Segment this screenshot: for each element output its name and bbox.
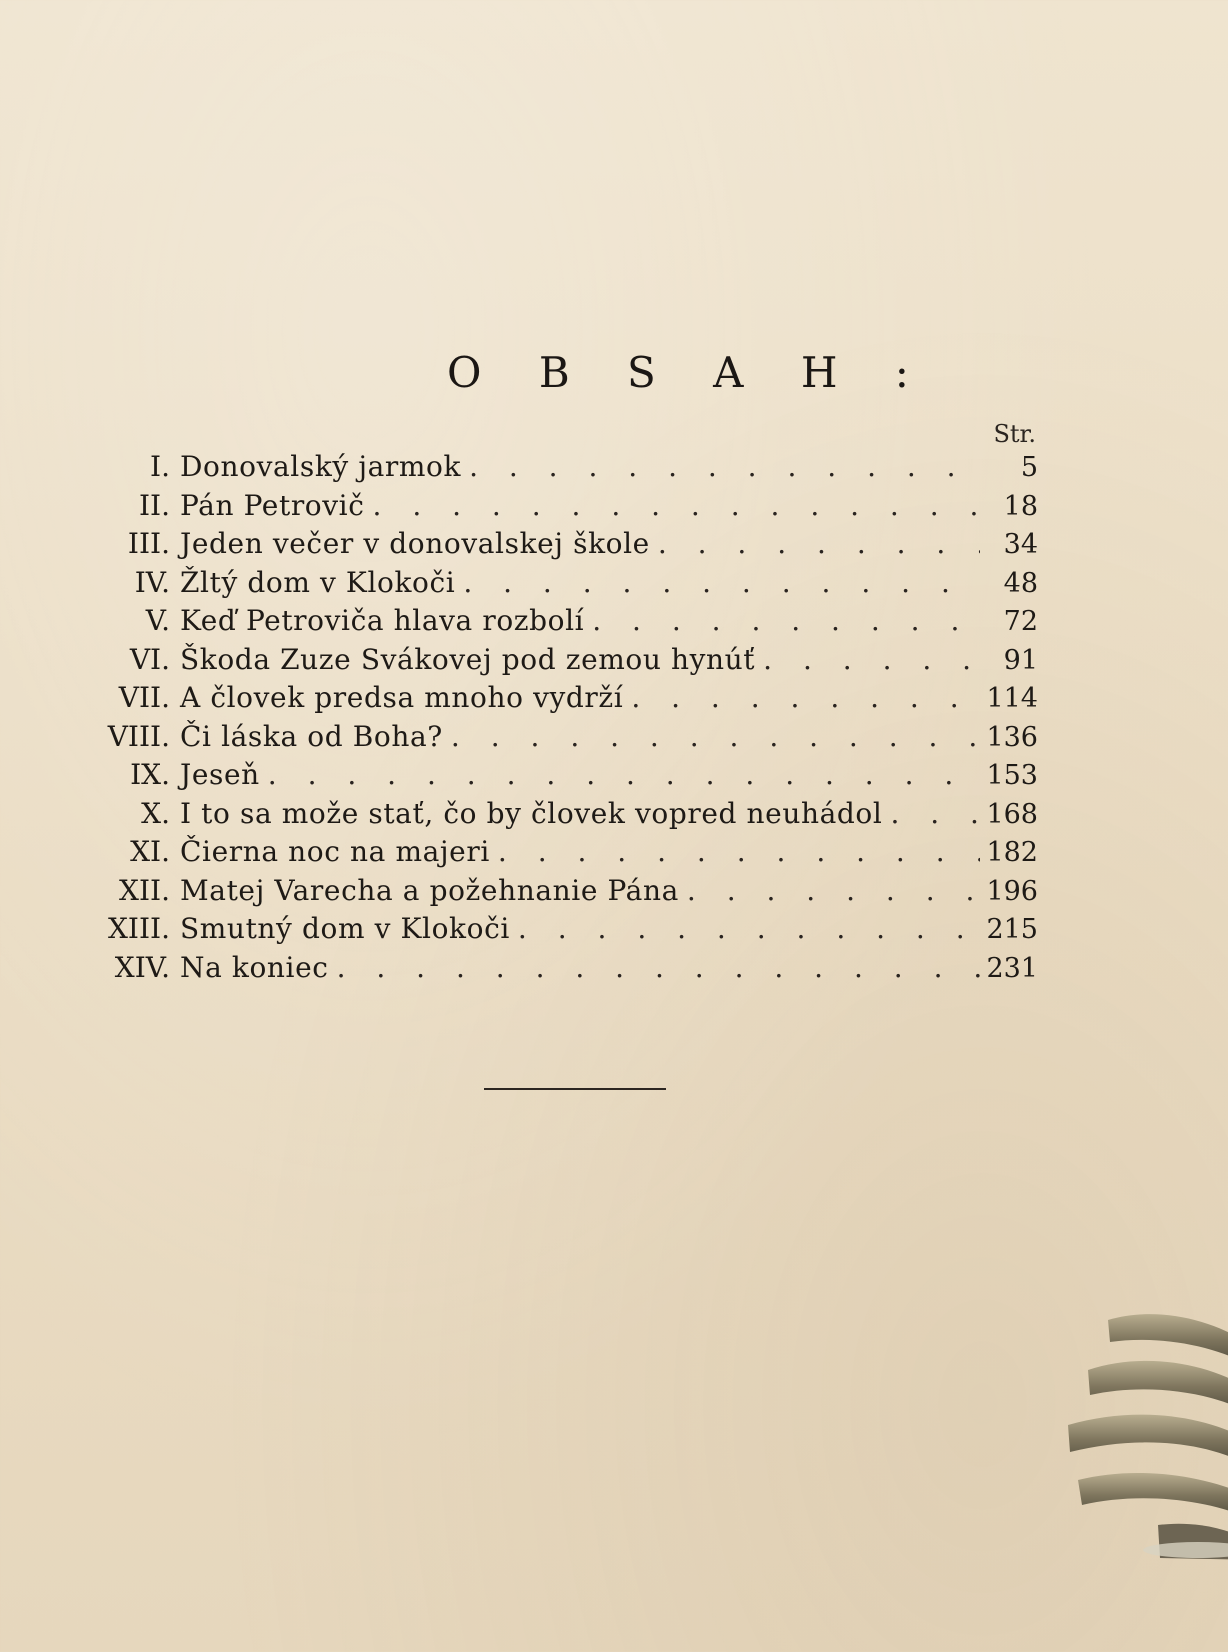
dot-leader [469, 450, 980, 483]
chapter-number: XII. [119, 873, 170, 907]
dot-leader [463, 566, 980, 599]
toc-entry-11 [100, 835, 1038, 874]
chapter-page: 91 [1003, 644, 1038, 676]
closing-rule [484, 1088, 666, 1090]
chapter-title: Smutný dom v Klokoči [180, 912, 510, 945]
chapter-page: 72 [1003, 606, 1038, 637]
toc-entry-14 [100, 951, 1038, 990]
chapter-number: I. [150, 450, 170, 483]
toc-entry-9 [100, 758, 1038, 797]
chapter-title: Na koniec [180, 950, 329, 984]
toc-entry-8 [100, 720, 1038, 759]
chapter-page: 231 [986, 952, 1038, 984]
chapter-title: Pán Petrovič [180, 488, 365, 522]
chapter-page: 182 [986, 837, 1038, 868]
chapter-title: Žltý dom v Klokoči [180, 565, 456, 599]
dot-leader [451, 720, 980, 753]
chapter-title: Jeden večer v donovalskej škole [180, 527, 650, 560]
chapter-number: XIV. [114, 950, 170, 984]
chapter-title: Škoda Zuze Svákovej pod zemou hynúť [180, 642, 756, 676]
chapter-number: VI. [129, 642, 170, 676]
chapter-number: X. [141, 796, 170, 830]
dot-leader [763, 643, 980, 676]
chapter-number: VIII. [107, 719, 170, 753]
dot-leader [373, 489, 980, 522]
dot-leader [592, 604, 980, 637]
chapter-title: Keď Petroviča hlava rozbolí [180, 604, 585, 637]
dot-leader [498, 835, 980, 868]
chapter-page: 196 [986, 875, 1038, 907]
toc-entry-13 [100, 912, 1038, 951]
toc-entry-5 [100, 604, 1038, 643]
toc-entry-1 [100, 450, 1038, 489]
chapter-title: Či láska od Boha? [180, 719, 443, 753]
chapter-number: IV. [134, 565, 170, 599]
table-of-contents [100, 450, 1038, 989]
chapter-page: 5 [1020, 452, 1038, 483]
chapter-page: 18 [1003, 490, 1038, 522]
chapter-title: Matej Varecha a požehnanie Pána [180, 873, 679, 907]
chapter-number: V. [145, 604, 170, 637]
chapter-number: VII. [118, 681, 170, 714]
dot-leader [687, 874, 980, 907]
chapter-title: A človek predsa mnoho vydrží [180, 681, 624, 714]
chapter-title: I to sa može stať, čo by človek vopred neuhádol [180, 796, 883, 830]
chapter-page: 114 [986, 683, 1038, 714]
chapter-page: 153 [986, 760, 1038, 791]
dot-leader [268, 758, 980, 791]
chapter-number: IX. [130, 758, 170, 791]
dot-leader [658, 527, 980, 560]
toc-entry-3 [100, 527, 1038, 566]
toc-entry-12 [100, 874, 1038, 913]
dot-leader [890, 797, 980, 830]
chapter-number: XIII. [107, 912, 170, 945]
toc-entry-4 [100, 566, 1038, 605]
chapter-page: 48 [1003, 567, 1038, 599]
page-title: O B S A H : [447, 348, 931, 397]
chapter-page: 34 [1003, 529, 1038, 560]
toc-entry-2 [100, 489, 1038, 528]
toc-entry-7 [100, 681, 1038, 720]
page-column-label: Str. [993, 420, 1036, 448]
chapter-title: Donovalský jarmok [180, 450, 462, 483]
dot-leader [518, 912, 980, 945]
dot-leader [631, 681, 980, 714]
toc-entry-6 [100, 643, 1038, 682]
chapter-page: 168 [986, 798, 1038, 830]
binder-clip-icon [1048, 1300, 1228, 1560]
chapter-title: Čierna noc na majeri [180, 835, 490, 868]
chapter-page: 136 [986, 721, 1038, 753]
chapter-number: XI. [130, 835, 170, 868]
dot-leader [337, 951, 980, 984]
chapter-number: III. [127, 527, 170, 560]
chapter-title: Jeseň [180, 758, 260, 791]
chapter-page: 215 [986, 914, 1038, 945]
toc-entry-10 [100, 797, 1038, 836]
chapter-number: II. [138, 488, 170, 522]
